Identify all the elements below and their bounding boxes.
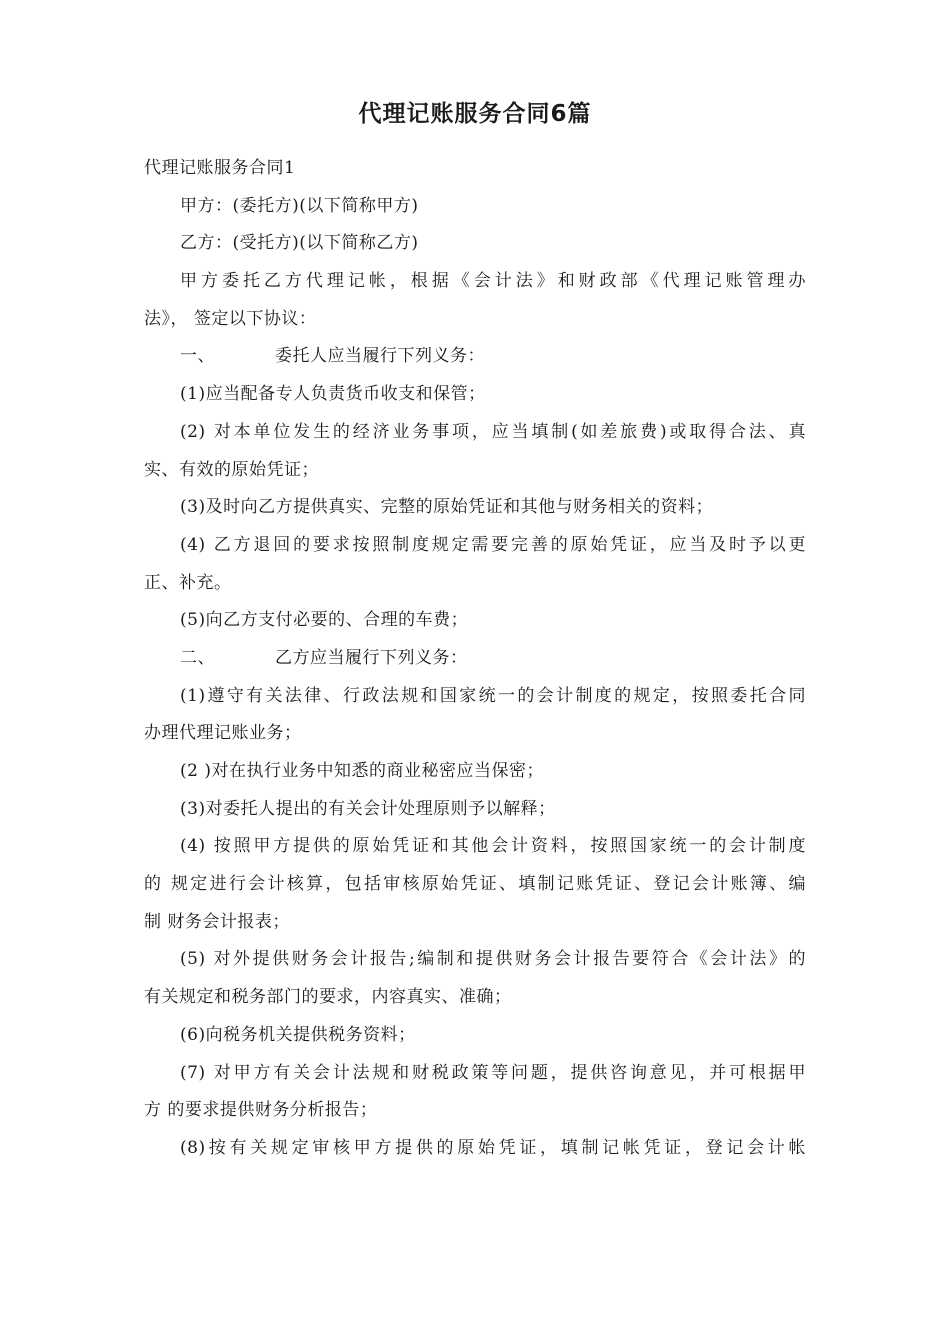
paragraph-line: 的 规定进行会计核算，包括审核原始凭证、填制记账凭证、登记会计账簿、编 bbox=[144, 874, 806, 895]
paragraph-line: 制 财务会计报表； bbox=[144, 911, 290, 932]
document-body bbox=[144, 150, 806, 1168]
paragraph-line: (1)应当配备专人负责货币收支和保管； bbox=[180, 384, 486, 405]
paragraph-line: (3)对委托人提出的有关会计处理原则予以解释； bbox=[180, 798, 556, 819]
paragraph-line: 有关规定和税务部门的要求，内容真实、准确； bbox=[144, 987, 512, 1008]
paragraph-line: (3)及时向乙方提供真实、完整的原始凭证和其他与财务相关的资料； bbox=[180, 497, 714, 518]
paragraph-line: (2 )对在执行业务中知悉的商业秘密应当保密； bbox=[180, 761, 544, 781]
paragraph-line: (7) 对甲方有关会计法规和财税政策等问题，提供咨询意见，并可根据甲 bbox=[180, 1062, 806, 1083]
section-title: 委托人应当履行下列义务： bbox=[275, 346, 485, 367]
section-number: 二、 bbox=[180, 647, 215, 668]
contract-heading: 代理记账服务合同1 bbox=[144, 158, 296, 178]
document-title: 代理记账服务合同6篇 bbox=[358, 101, 592, 127]
paragraph-line: (5) 对外提供财务会计报告;编制和提供财务会计报告要符合《会计法》的 bbox=[180, 949, 806, 970]
section-title: 乙方应当履行下列义务： bbox=[275, 647, 468, 668]
paragraph-line: 方 的要求提供财务分析报告； bbox=[144, 1100, 378, 1121]
paragraph-line: 法》， 签定以下协议： bbox=[144, 308, 317, 329]
paragraph-line: 甲方委托乙方代理记帐，根据《会计法》和财政部《代理记账管理办 bbox=[180, 271, 806, 292]
paragraph-line: 正、补充。 bbox=[144, 572, 232, 593]
party-a-line: 甲方：(委托方)(以下简称甲方) bbox=[180, 195, 419, 216]
paragraph-line: 实、有效的原始凭证； bbox=[144, 459, 319, 480]
section-heading bbox=[144, 338, 806, 376]
paragraph-line: (4) 按照甲方提供的原始凭证和其他会计资料，按照国家统一的会计制度 bbox=[180, 836, 806, 857]
paragraph-line: (4) 乙方退回的要求按照制度规定需要完善的原始凭证，应当及时予以更 bbox=[180, 534, 806, 555]
paragraph-line: (8)按有关规定审核甲方提供的原始凭证，填制记帐凭证，登记会计帐 bbox=[180, 1137, 806, 1158]
section-heading bbox=[144, 640, 806, 678]
paragraph-line: (6)向税务机关提供税务资料； bbox=[180, 1024, 416, 1045]
paragraph-line: (1)遵守有关法律、行政法规和国家统一的会计制度的规定，按照委托合同 bbox=[180, 685, 806, 706]
section-number: 一、 bbox=[180, 346, 215, 367]
paragraph-line: (2) 对本单位发生的经济业务事项，应当填制(如差旅费)或取得合法、真 bbox=[180, 421, 806, 442]
party-b-line: 乙方：(受托方)(以下简称乙方) bbox=[180, 233, 419, 254]
paragraph-line: 办理代理记账业务； bbox=[144, 723, 302, 744]
paragraph-line: (5)向乙方支付必要的、合理的车费； bbox=[180, 610, 469, 631]
